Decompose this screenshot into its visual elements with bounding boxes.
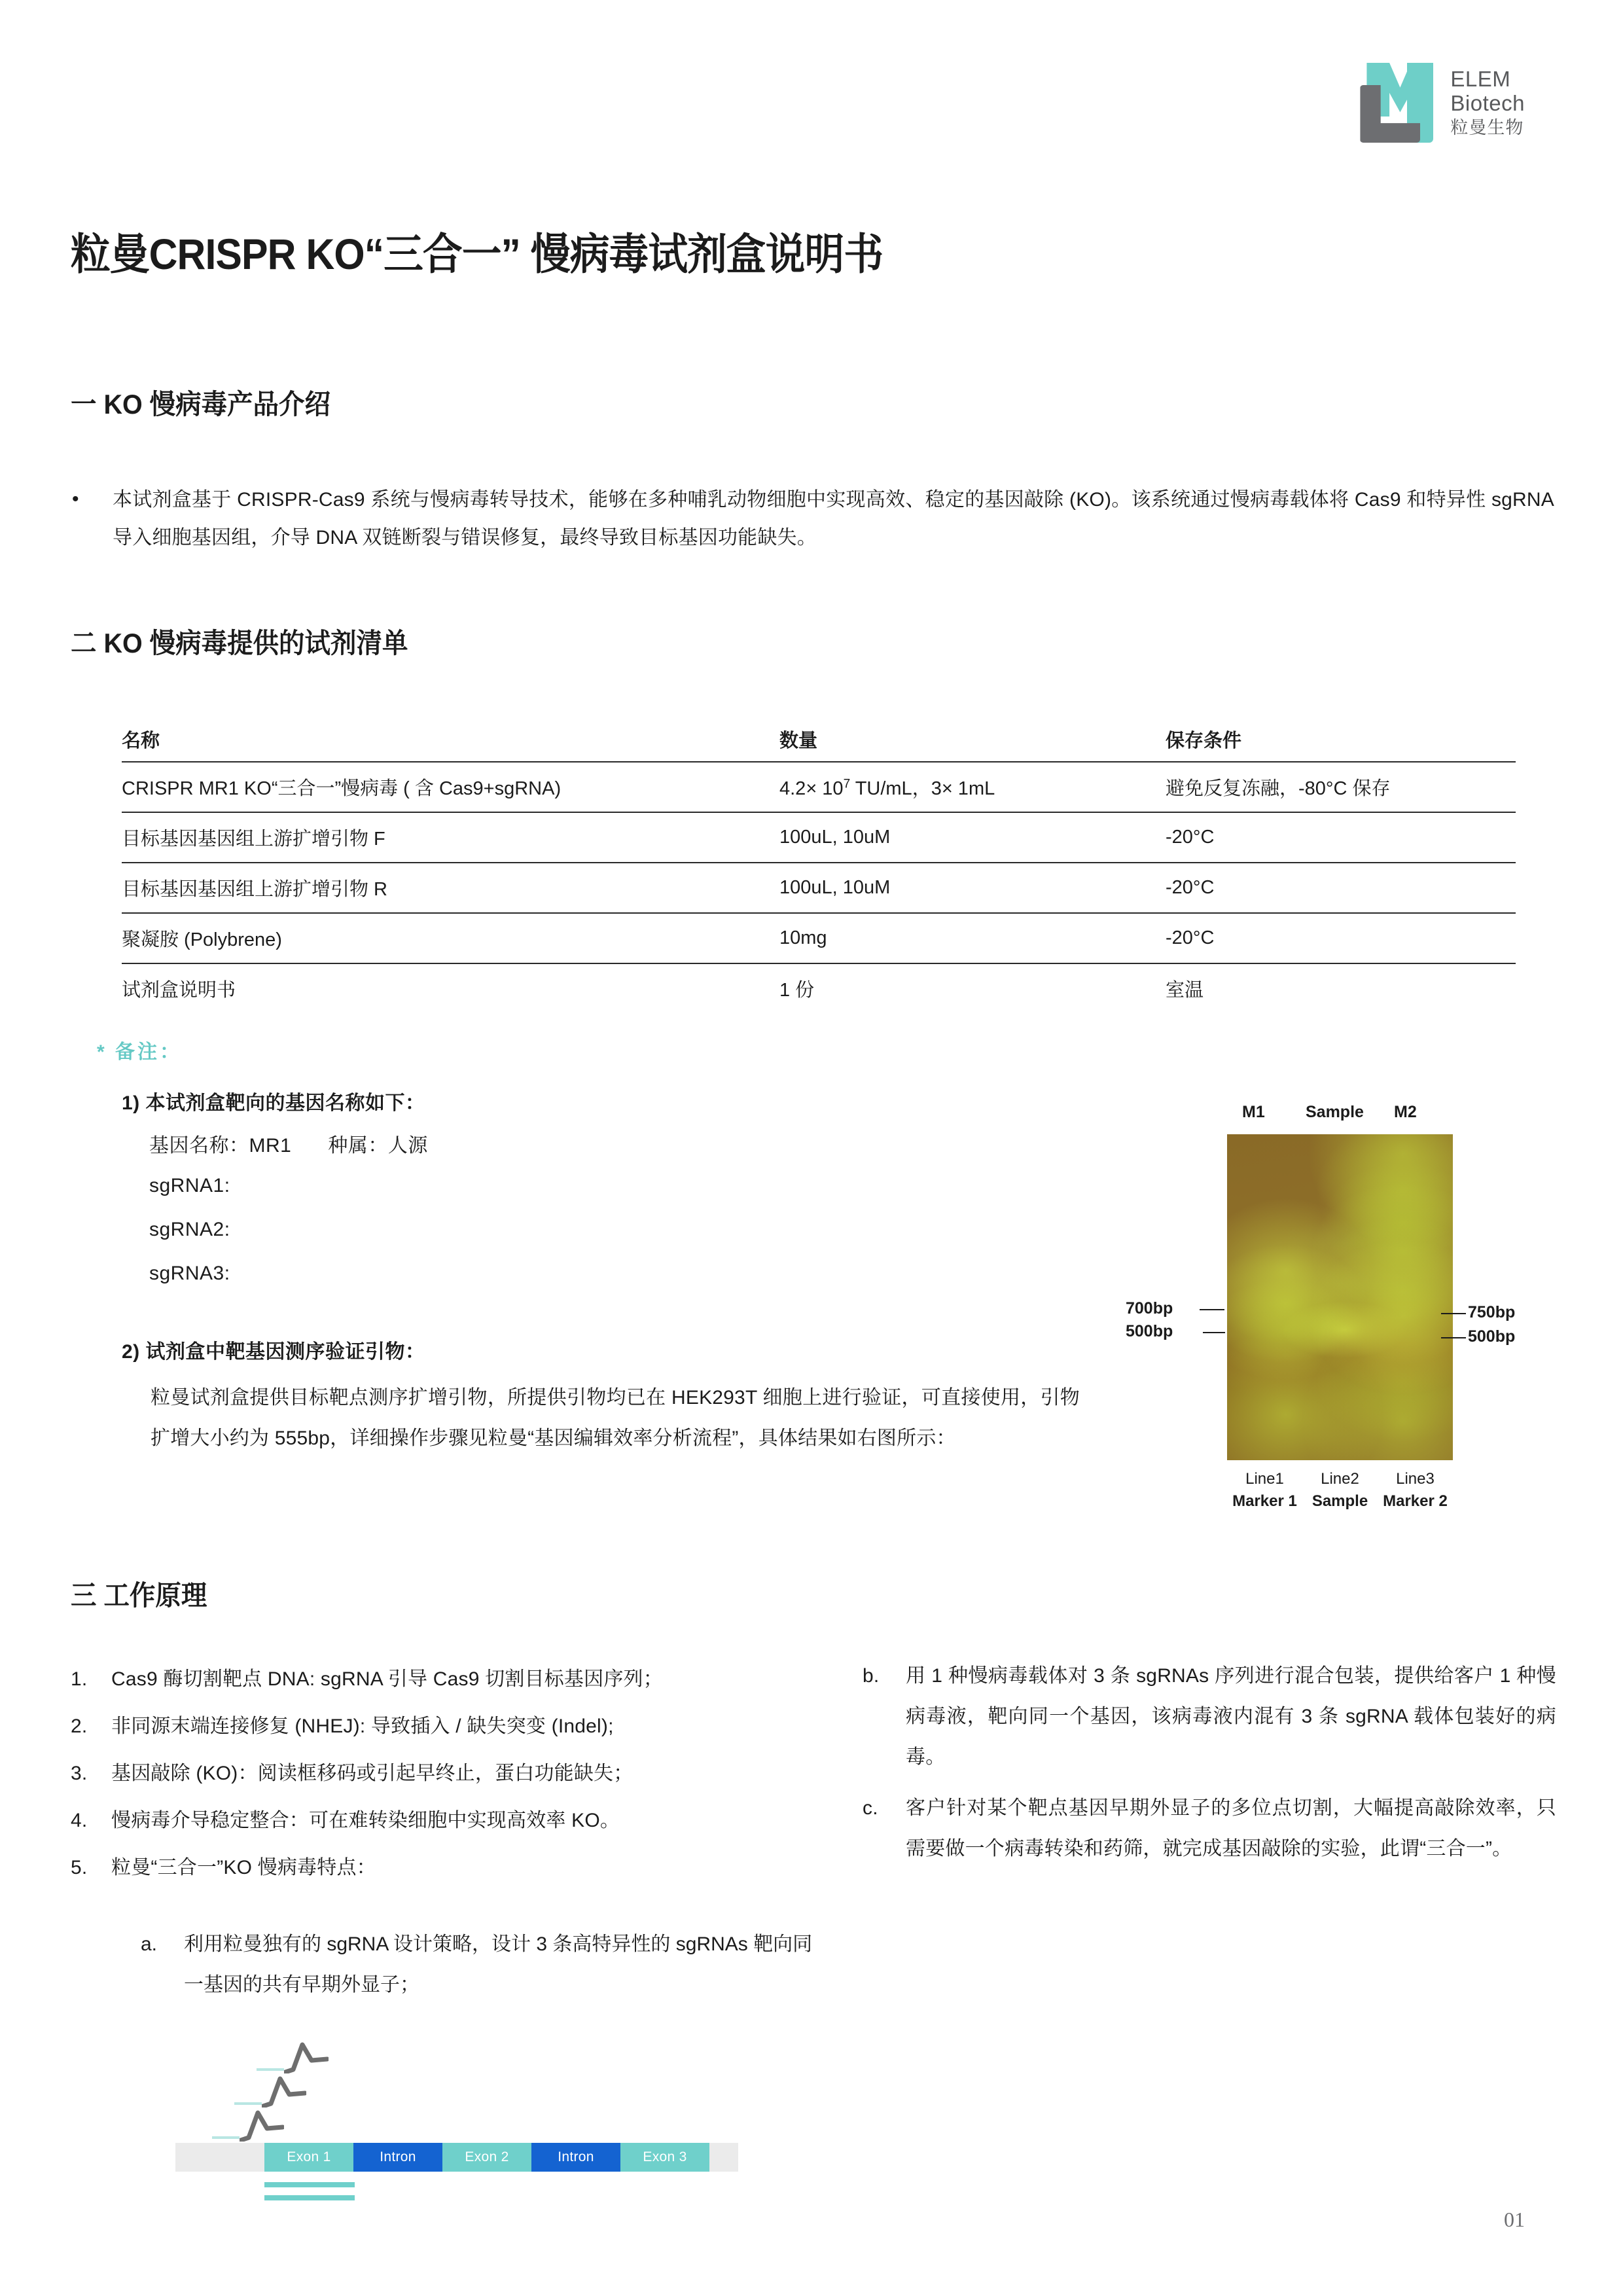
gel-tick-icon [1200,1309,1224,1310]
list-item: b. 用 1 种慢病毒载体对 3 条 sgRNAs 序列进行混合包装，提供给客户 1 种慢病毒液，靶向同一个基因，该病毒液内混有 3 条 sgRNA 载体包装好的病毒。 [863,1665,1556,1768]
cell-qty: 1 份 [779,980,815,1001]
list-item: 5. 粒曼“三合一”KO 慢病毒特点： [71,1857,376,1878]
gel-bottom-labels [1227,1468,1453,1513]
note-1-heading: 1) 本试剂盒靶向的基因名称如下： [122,1092,425,1114]
gene-name-label: 基因名称：MR1 [149,1135,292,1157]
brand-logo [1360,63,1525,143]
sgrna-cut-marker-icon [284,2039,329,2077]
gel-marker-right-500bp: 500bp [1468,1327,1516,1346]
sgrna-cut-marker-icon [262,2073,306,2111]
gel-marker-left-700bp: 700bp [1126,1299,1173,1318]
principle-sub-item-a: a. 利用粒曼独有的 sgRNA 设计策略，设计 3 条高特异性的 sgRNAs 靶向同一基因的共有早期外显子； [141,1933,813,1996]
cell-qty: 100uL, 10uM [779,877,891,898]
gel-lane-1-caption: Line1 Marker 1 [1232,1470,1297,1510]
cell-storage: -20°C [1166,827,1215,848]
column-header-storage: 保存条件 [1166,730,1242,751]
table-row [122,863,1516,912]
page-title: 粒曼CRISPR KO“三合一” 慢病毒试剂盒说明书 [71,230,883,278]
brand-name-en-2: Biotech [1450,91,1525,116]
list-item: 2. 非同源末端连接修复 (NHEJ): 导致插入 / 缺失突变 (Indel); [71,1715,614,1737]
sgrna3-label: sgRNA3: [149,1263,230,1284]
principle-list-right [863,1656,1556,1880]
gel-image [1227,1134,1453,1460]
brand-name-en-1: ELEM [1450,67,1511,92]
section-heading-three: 三 工作原理 [71,1580,207,1611]
exon-block: Exon 2 [442,2143,531,2172]
intron-block: Intron [531,2143,620,2172]
gel-marker-right-750bp: 750bp [1468,1303,1516,1321]
list-item: 1. Cas9 酶切割靶点 DNA: sgRNA 引导 Cas9 切割目标基因序列； [71,1668,663,1690]
brand-name-cn: 粒曼生物 [1450,118,1524,138]
bullet-marker: • [72,488,79,510]
cell-qty: 10mg [779,927,827,948]
gel-lane-2-caption: Line2 Sample [1311,1470,1368,1510]
cell-storage: 避免反复冻融，-80°C 保存 [1166,778,1391,799]
gel-electrophoresis-figure [1126,1103,1558,1509]
cell-qty: $4.2\times 10^7$ TU/mL，3× 1mL [779,777,995,799]
exon-structure-diagram [162,2017,738,2227]
reagent-table [122,717,1516,1013]
cell-name: 目标基因基因组上游扩增引物 F [122,829,385,850]
sgrna1-label: sgRNA1: [149,1175,230,1196]
gel-tick-icon [1441,1313,1466,1314]
gene-info-line [149,1129,428,1158]
note-2-heading: 2) 试剂盒中靶基因测序验证引物： [122,1341,425,1363]
cell-name: 聚凝胺 (Polybrene) [122,929,282,950]
section-heading-one: 一 KO 慢病毒产品介绍 [71,389,331,420]
brand-name [1450,67,1525,137]
gel-tick-icon [1441,1337,1466,1338]
exon-block: Exon 1 [264,2143,353,2172]
list-item: 4. 慢病毒介导稳定整合：可在难转染细胞中实现高效率 KO。 [71,1810,620,1831]
cell-name: CRISPR MR1 KO“三合一”慢病毒 ( 含 Cas9+sgRNA) [122,778,562,799]
product-intro-bullet [72,481,1554,557]
cell-name: 目标基因基因组上游扩增引物 R [122,879,388,900]
table-row [122,813,1516,862]
gel-lane-label-m2: M2 [1394,1103,1417,1121]
list-item: 3. 基因敲除 (KO)：阅读框移码或引起早终止，蛋白功能缺失； [71,1763,633,1784]
table-row [122,914,1516,963]
cell-qty: 100uL, 10uM [779,827,891,848]
gel-marker-left-500bp: 500bp [1126,1322,1173,1340]
gel-tick-icon [1203,1332,1225,1333]
gel-lane-label-sample: Sample [1306,1103,1364,1121]
sgrna-cut-marker-icon [240,2108,284,2145]
cell-storage: 室温 [1166,980,1204,1001]
page-number: 01 [1504,2208,1525,2231]
species-label: 种属：人源 [328,1135,428,1157]
notes-star-label: * 备注： [97,1041,183,1063]
exon-intron-blocks [264,2143,709,2172]
table-row [122,762,1516,812]
column-header-qty: 数量 [779,730,818,751]
product-intro-text: 本试剂盒基于 CRISPR-Cas9 系统与慢病毒转导技术，能够在多种哺乳动物细胞中实现高效、稳定的基因敲除 (KO)。该系统通过慢病毒载体将 Cas9 和特异性 sgRNA 导入细胞基因组，介导 DNA 双链断裂与错误修复，最终导致目标基因功能缺失。 [113,489,1554,548]
column-header-name: 名称 [122,730,160,751]
intron-block: Intron [353,2143,442,2172]
cell-storage: -20°C [1166,877,1215,898]
note-2-text: 粒曼试剂盒提供目标靶点测序扩增引物，所提供引物均已在 HEK293T 细胞上进行验证，可直接使用，引物扩增大小约为 555bp，详细操作步骤见粒曼“基因编辑效率分析流程”，具体结果如右图所示： [151,1387,1080,1449]
sgrna-target-underline [264,2182,355,2187]
gel-lane-3-caption: Line3 Marker 2 [1383,1470,1448,1510]
gel-lane-label-m1: M1 [1242,1103,1265,1121]
sgrna2-label: sgRNA2: [149,1219,230,1240]
sgrna-target-underline [264,2195,355,2200]
cell-storage: -20°C [1166,927,1215,948]
list-item: c. 客户针对某个靶点基因早期外显子的多位点切割，大幅提高敲除效率，只需要做一个病毒转染和药筛，就完成基因敲除的实验，此谓“三合一”。 [863,1797,1556,1859]
exon-block: Exon 3 [620,2143,709,2172]
section-heading-two: 二 KO 慢病毒提供的试剂清单 [71,628,408,658]
table-row [122,964,1516,1013]
principle-list-left [71,1656,810,1892]
cell-name: 试剂盒说明书 [122,980,236,1001]
table-header-row [122,717,1516,761]
elem-logo-icon [1360,63,1433,143]
